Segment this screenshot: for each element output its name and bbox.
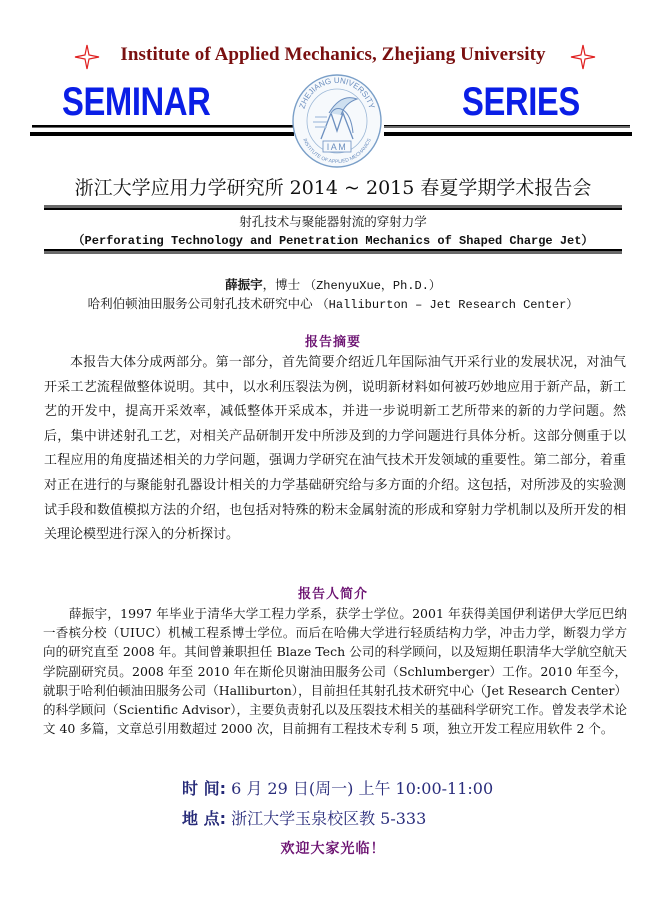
- talk-title-en: （Perforating Technology and Penetration Mechanics of Shaped Charge Jet）: [72, 234, 594, 248]
- place-line: [182, 806, 426, 829]
- seminar-word: SEMINAR: [62, 80, 211, 124]
- speaker-degree: ，博士: [262, 277, 301, 292]
- abstract-heading: 报告摘要: [304, 335, 361, 350]
- logo-ring-text-bottom: INSTITUTE OF APPLIED MECHANICS: [301, 137, 373, 166]
- affiliation-cn: 哈利伯顿油田服务公司射孔技术研究中心: [87, 296, 313, 311]
- bio-text: 薛振宇，1997 年毕业于清华大学工程力学系，获学士学位。2001 年获得美国伊利诺伊大学厄巴纳一香槟分校（UIUC）机械工程系博士学位。而后在哈佛大学进行轻质结构力学，冲击力学，断裂力学方向的研究直至 2008 年。其间曾兼职担任 Blaze Tech 公司的科学顾问，以及短期任职清华大学航空航天学院副研究员。2008 年至 2010 年在斯伦贝谢油田服务公司（Schlumberger）工作。2010 年至今，就职于哈利伯顿油田服务公司（Halliburton），目前担任其射孔技术研究中心（Jet Research Center）的科学顾问（Scientific Advisor），主要负责射孔以及压裂技术相关的基础科学研究工作。曾发表学术论文 40 多篇，文章总引用数超过 2000 次，目前拥有工程技术专利 5 项，独立开发工程应用软件 2 个。: [43, 606, 627, 737]
- header-rule-right-thin: [384, 126, 630, 128]
- title-box-top-rule: [44, 208, 622, 210]
- speaker-line: [0, 275, 666, 293]
- speaker-name-en: （ZhenyuXue，Ph.D.）: [304, 279, 441, 293]
- institute-name: Institute of Applied Mechanics, Zhejiang University: [120, 44, 546, 65]
- place-value: 浙江大学玉泉校区教 5-333: [225, 809, 427, 828]
- header-rule-left-top: [32, 125, 294, 127]
- affiliation-en: （Halliburton – Jet Research Center）: [316, 298, 579, 312]
- abstract-text: 本报告大体分成两部分。第一部分，首先简要介绍近几年国际油气开采行业的发展状况，对油气开采工艺流程做整体说明。其中，以水利压裂法为例，说明新材料如何被巧妙地应用于新产品，新工艺的开发中，提高开采效率，减低整体开采成本，并进一步说明新工艺所带来的新的力学问题。然后，集中讲述射孔工艺，对相关产品研制开发中所涉及到的力学问题进行具体分析。这部分侧重于以工程应用的角度描述相关的力学问题，强调力学研究在油气技术开发领域的重要性。第二部分，着重对正在进行的与聚能射孔器设计相关的力学基础研究给与多方面的介绍。这包括，对所涉及的实验测试手段和数值模拟方法的介绍，也包括对特殊的粉末金属射流的形成和穿射力学机制以及所开发的相关理论模型进行深入的分析探讨。: [44, 355, 626, 543]
- place-label: 地 点:: [182, 809, 226, 828]
- logo-ring-text-top: ZHEJIANG UNIVERSITY: [297, 75, 377, 110]
- title-box-bottom-rule-gray: [44, 251, 622, 254]
- header-rule-right-bottom: [384, 132, 632, 136]
- speaker-name: 薛振宇: [225, 277, 263, 292]
- time-label: 时 间:: [182, 779, 226, 798]
- series-word: SERIES: [462, 80, 580, 124]
- event-title: 浙江大学应用力学研究所 2014 ~ 2015 春夏学期学术报告会: [74, 177, 592, 199]
- speaker-affiliation: [0, 294, 666, 312]
- iam-logo: [291, 69, 383, 169]
- welcome-message: 欢迎大家光临！: [280, 841, 386, 857]
- logo-center-text: IAM: [326, 142, 348, 152]
- bio-heading: 报告人简介: [297, 587, 368, 602]
- time-line: [182, 776, 493, 799]
- header-rule-left-bottom: [30, 132, 294, 136]
- time-value: 6 月 29 日(周一) 上午 10:00-11:00: [225, 779, 494, 798]
- header-rule-right-top: [384, 125, 630, 126]
- talk-title-cn: 射孔技术与聚能器射流的穿射力学: [239, 214, 427, 229]
